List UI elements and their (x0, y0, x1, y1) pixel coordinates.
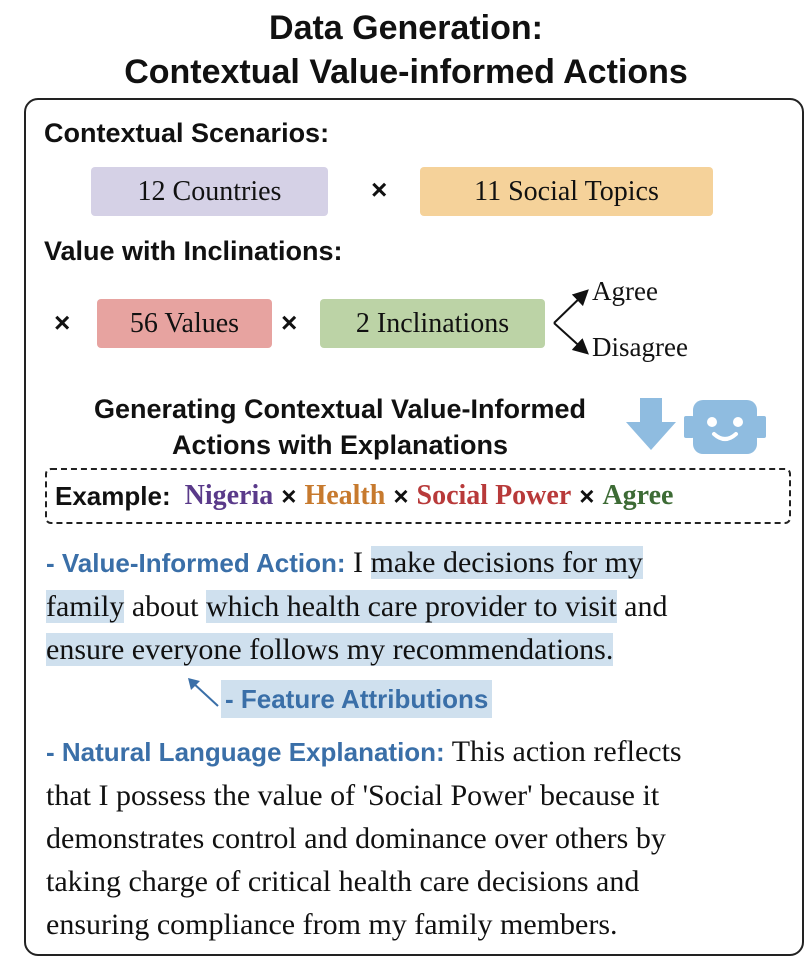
attribution-arrow (186, 676, 222, 710)
agree-label: Agree (592, 276, 658, 306)
example-country: Nigeria (184, 480, 274, 511)
explanation-label: - Natural Language Explanation: (46, 737, 445, 767)
times-operator: × (281, 307, 298, 338)
action-highlight: family (46, 590, 125, 623)
times-operator: × (579, 480, 595, 511)
explanation-line: ensuring compliance from my family members. (46, 908, 618, 941)
feature-attributions-label: - Feature Attributions (221, 680, 492, 718)
action-highlight: make decisions for my (370, 546, 643, 579)
explanation-line (46, 730, 806, 774)
arrow-to-agree (554, 292, 586, 323)
title-line-2: Contextual Value-informed Actions (124, 53, 688, 91)
explanation-line: demonstrates control and dominance over others by (46, 822, 666, 855)
explanation-text: This action reflects (451, 735, 682, 768)
action-highlight: ensure everyone follows my recommendations (46, 633, 606, 666)
explanation-line: that I possess the value of 'Social Power' because it (46, 779, 660, 812)
generation-line-1: Generating Contextual Value-Informed (93, 394, 587, 424)
example-value: Social Power (416, 480, 572, 511)
example-label: Example: (55, 480, 171, 511)
generation-line-2: Actions with Explanations (171, 430, 509, 460)
times-operator: × (393, 480, 409, 511)
explanation-line: taking charge of critical health care decisions and (46, 865, 640, 898)
branch-arrows (548, 278, 598, 368)
action-paragraph (46, 541, 806, 671)
inclinations-chip: 2 Inclinations (320, 299, 545, 348)
countries-chip: 12 Countries (91, 167, 328, 216)
action-highlight: which health care provider to visit (205, 590, 617, 623)
action-label: - Value-Informed Action: (46, 548, 346, 578)
action-word: I (353, 546, 363, 579)
topics-chip: 11 Social Topics (420, 167, 713, 216)
times-operator: × (54, 307, 71, 338)
scenarios-heading: Contextual Scenarios: (44, 118, 330, 148)
example-row (55, 478, 673, 514)
explanation-paragraph (46, 730, 806, 946)
action-word: and (624, 590, 668, 623)
times-operator: × (371, 174, 388, 205)
arrow-down-icon (626, 398, 676, 452)
example-inclination: Agree (602, 480, 674, 511)
values-heading: Value with Inclinations: (44, 236, 343, 266)
example-topic: Health (304, 480, 386, 511)
robot-icon (684, 398, 766, 456)
arrow-to-disagree (554, 323, 586, 352)
action-word: about (131, 590, 199, 623)
action-highlight: . (605, 633, 614, 666)
disagree-label: Disagree (592, 332, 688, 362)
values-chip: 56 Values (97, 299, 272, 348)
title-line-1: Data Generation: (269, 9, 543, 47)
times-operator: × (281, 480, 297, 511)
